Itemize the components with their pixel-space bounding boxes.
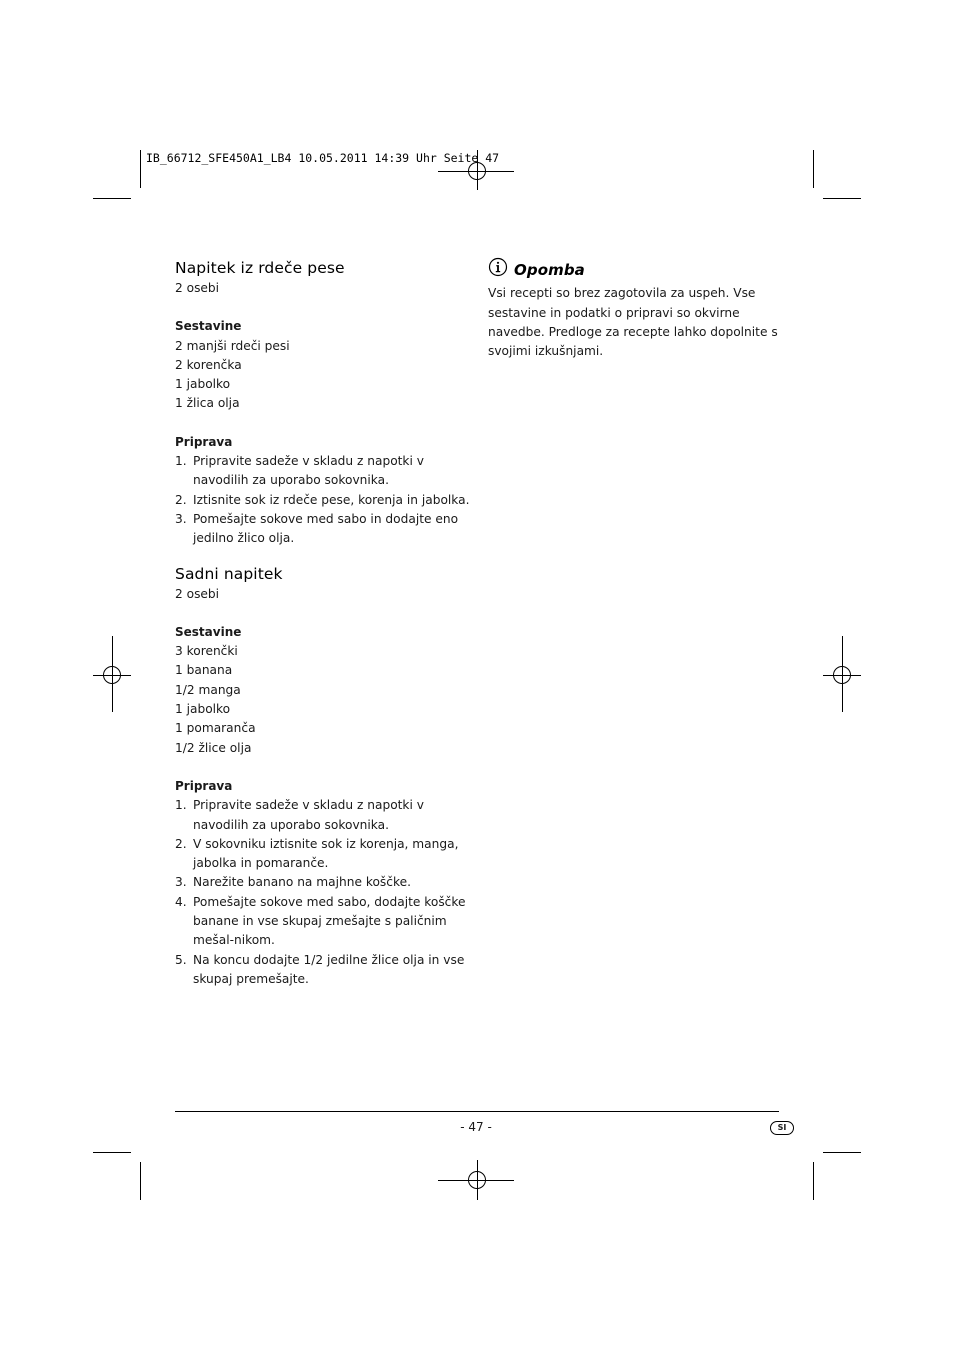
note-text: Vsi recepti so brez zagotovila za uspeh. Vse sestavine in podatki o pripravi so okvirne navedbe. Predloge za recepte lahko dopolnite s svojimi izkušnjami.	[488, 286, 778, 359]
ingredient-item: 1/2 manga	[175, 682, 241, 697]
ingredient-item: 1/2 žlice olja	[175, 740, 252, 755]
ingredient-item: 1 žlica olja	[175, 396, 240, 411]
recipe-fruit-drink	[175, 563, 475, 990]
language-badge: SI	[770, 1121, 794, 1135]
info-icon	[488, 257, 508, 283]
step-text: Pomešajte sokove med sabo, dodajte koščke banane in vse skupaj zmešajte s paličnim mešal-nikom.	[193, 894, 466, 948]
recipe-title: Sadni napitek	[175, 564, 283, 583]
recipe-title: Napitek iz rdeče pese	[175, 259, 345, 277]
ingredients-heading: Sestavine	[175, 319, 242, 334]
print-slug: IB_66712_SFE450A1_LB4 10.05.2011 14:39 Uhr Seite 47	[146, 151, 500, 165]
step-number: 1.	[175, 798, 187, 813]
ingredient-item: 2 korenčka	[175, 357, 242, 372]
step-item	[175, 491, 475, 510]
servings: 2 osebi	[175, 281, 220, 295]
step-text: Narežite banano na majhne koščke.	[193, 875, 411, 890]
right-column	[488, 257, 788, 361]
step-text: Na koncu dodajte 1/2 jedilne žlice olja in vse skupaj premešajte.	[193, 952, 465, 986]
footer-rule	[175, 1111, 779, 1112]
step-number: 2.	[175, 836, 187, 851]
preparation-heading: Priprava	[175, 778, 233, 793]
preparation-steps	[175, 452, 475, 548]
step-text: Pomešajte sokove med sabo in dodajte eno jedilno žlico olja.	[193, 511, 459, 546]
ingredients-list	[175, 337, 475, 414]
step-number: 1.	[175, 454, 187, 469]
ingredients-list	[175, 642, 475, 758]
page-number: - 47 -	[460, 1120, 492, 1134]
preparation-heading: Priprava	[175, 434, 233, 449]
ingredient-item: 1 pomaranča	[175, 721, 256, 736]
step-text: Iztisnite sok iz rdeče pese, korenja in jabolka.	[193, 492, 470, 507]
step-item	[175, 835, 475, 874]
step-text: Pripravite sadeže v skladu z napotki v navodilih za uporabo sokovnika.	[193, 454, 424, 488]
ingredient-item: 1 banana	[175, 663, 233, 678]
ingredient-item: 3 korenčki	[175, 644, 238, 659]
ingredient-item: 1 jabolko	[175, 377, 231, 392]
step-text: V sokovniku iztisnite sok iz korenja, manga, jabolka in pomaranče.	[193, 836, 459, 871]
step-number: 3.	[175, 875, 187, 890]
step-item	[175, 452, 475, 491]
recipe-beet-drink	[175, 257, 475, 549]
preparation-steps	[175, 796, 475, 989]
step-item	[175, 951, 475, 990]
step-item	[175, 796, 475, 835]
step-item	[175, 893, 475, 951]
note-title: Opomba	[514, 261, 585, 280]
step-number: 5.	[175, 952, 187, 967]
step-text: Pripravite sadeže v skladu z napotki v navodilih za uporabo sokovnika.	[193, 798, 424, 832]
step-item	[175, 873, 475, 892]
ingredients-heading: Sestavine	[175, 624, 242, 639]
step-number: 3.	[175, 511, 187, 526]
step-item	[175, 510, 475, 549]
ingredient-item: 1 jabolko	[175, 702, 231, 717]
left-column	[175, 257, 475, 1003]
step-number: 4.	[175, 894, 187, 909]
note-header	[488, 257, 788, 283]
step-number: 2.	[175, 492, 187, 507]
ingredient-item: 2 manjši rdeči pesi	[175, 338, 290, 353]
servings: 2 osebi	[175, 586, 220, 601]
